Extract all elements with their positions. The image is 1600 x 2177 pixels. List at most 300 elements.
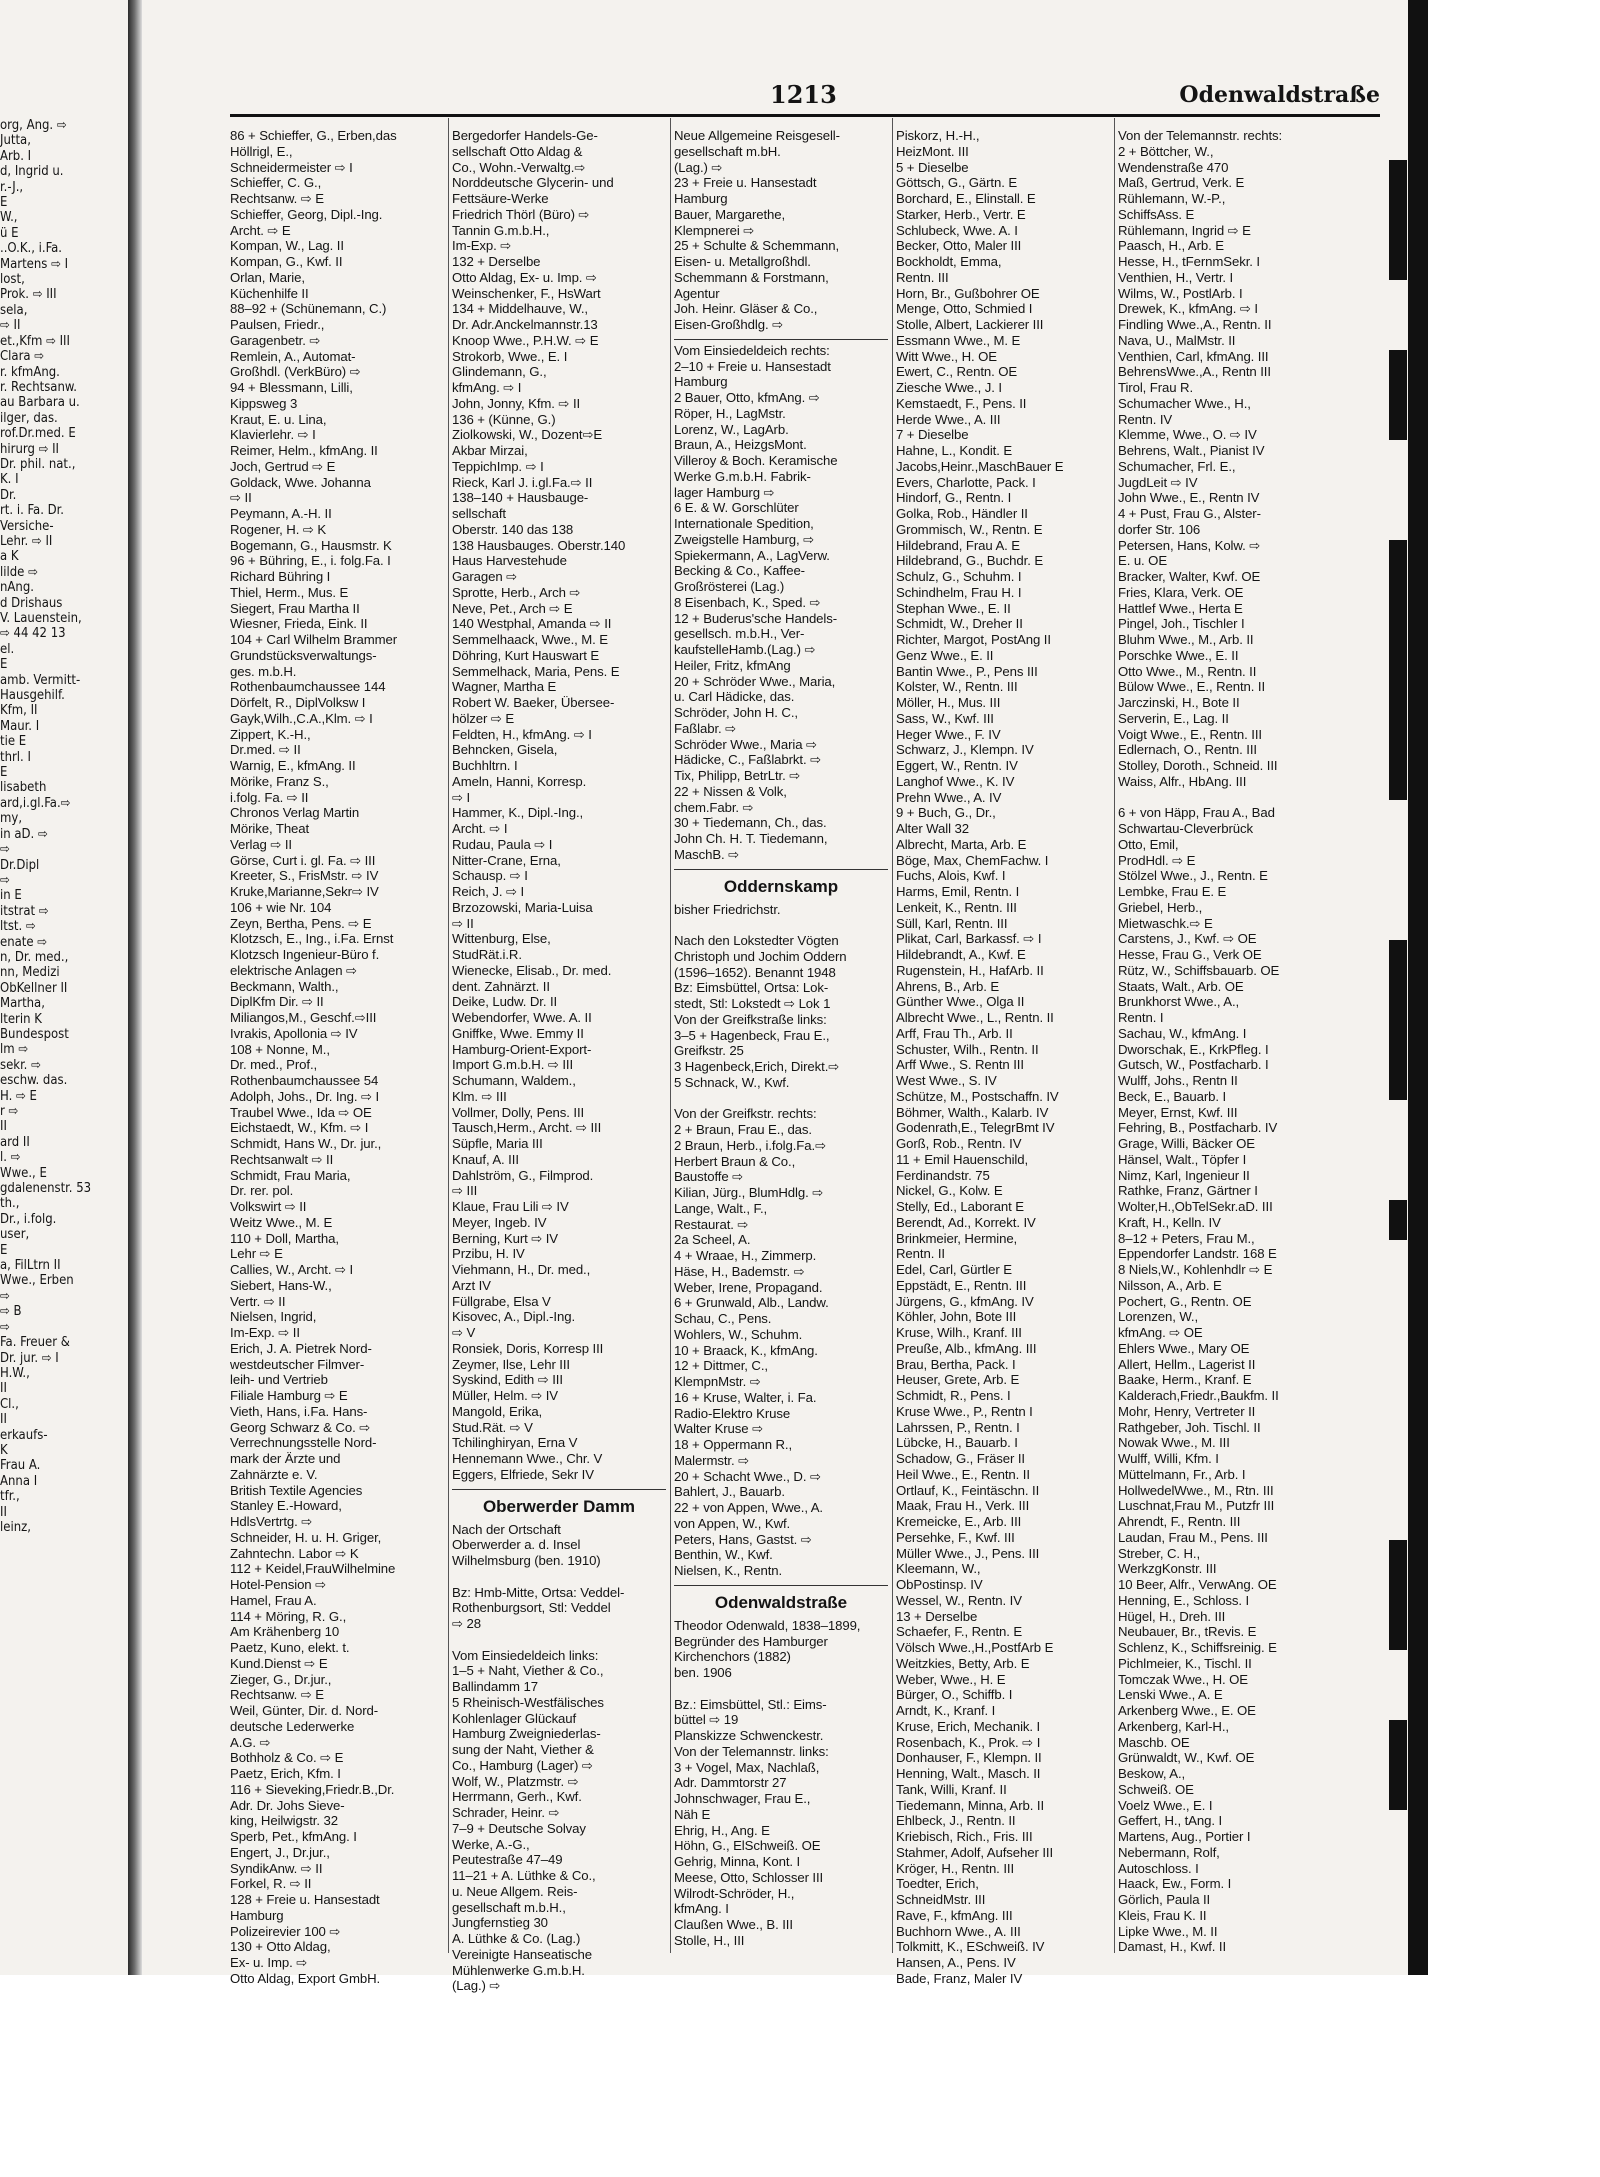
directory-entry-line: Zippert, K.-H.,: [230, 726, 311, 742]
directory-entry-line: 3 + Vogel, Max, Nachlaß,: [674, 1759, 820, 1775]
directory-entry-line: Staats, Walt., Arb. OE: [1118, 978, 1244, 994]
directory-entry-line: Röper, H., LagMstr.: [674, 405, 786, 421]
directory-entry-line: Robert W. Baeker, Übersee-: [452, 695, 615, 710]
directory-entry-line: [452, 1569, 666, 1585]
directory-entry-line: (Lag.) ⇨: [452, 1978, 501, 1994]
directory-entry-line: kfmAng. ⇨ OE: [1118, 1325, 1203, 1340]
directory-entry-line: Hattlef Wwe., Herta E: [1118, 600, 1243, 616]
directory-entry-line: Vom Einsiedeldeich rechts:: [674, 342, 830, 358]
directory-entry-line: Mohr, Henry, Vertreter II: [1118, 1403, 1256, 1419]
directory-entry-line: Knoop Wwe., P.H.W. ⇨ E: [452, 332, 599, 348]
facing-page-line: l. ⇨: [0, 1150, 21, 1166]
directory-entry-line: i.folg. Fa. ⇨ II: [230, 789, 309, 805]
directory-entry-line: Horn, Br., Gußbohrer OE: [896, 285, 1040, 301]
directory-entry-line: Jürgens, G., kfmAng. IV: [896, 1293, 1034, 1309]
facing-page-line: sela,: [0, 302, 28, 318]
directory-entry-line: gesellschaft m.b.H.,: [452, 1899, 566, 1915]
directory-entry-line: Mangold, Erika,: [452, 1403, 543, 1419]
directory-entry-line: Kreeter, S., FrisMstr. ⇨ IV: [230, 868, 379, 884]
directory-entry-line: leih- und Vertrieb: [230, 1372, 328, 1388]
directory-entry-line: Dr. med., Prof.,: [230, 1057, 318, 1073]
facing-page-line: nn, Medizi: [0, 965, 60, 981]
directory-entry-line: Evers, Charlotte, Pack. I: [896, 474, 1036, 490]
directory-entry-line: Süll, Karl, Rentn. III: [896, 915, 1008, 931]
facing-page-line: ⇨: [0, 872, 10, 888]
directory-entry-line: 132 + Derselbe: [452, 254, 541, 269]
directory-entry-line: Donhauser, F., Klempn. II: [896, 1750, 1042, 1766]
directory-entry-line: 11 + Emil Hauenschild,: [896, 1151, 1029, 1167]
directory-entry-line: Schwarz, J., Klempn. IV: [896, 742, 1034, 758]
facing-page-line: E: [0, 765, 8, 781]
directory-entry-line: Rave, F., kfmAng. III: [896, 1907, 1013, 1923]
directory-entry-line: Laudan, Frau M., Pens. III: [1118, 1529, 1268, 1545]
directory-entry-line: Hammer, K., Dipl.-Ing.,: [452, 805, 584, 821]
facing-page-line: Dr. jur. ⇨ I: [0, 1350, 59, 1366]
directory-entry-line: Orlan, Marie,: [230, 269, 305, 285]
directory-entry-line: Braun, A., HeizgsMont.: [674, 437, 807, 453]
directory-entry-line: Otto Aldag, Ex- u. Imp. ⇨: [452, 269, 597, 285]
directory-column-1: [230, 128, 444, 1987]
directory-entry-line: Maschb. OE: [1118, 1734, 1190, 1750]
directory-entry-line: 6 + Grunwald, Alb., Landw.: [674, 1295, 829, 1311]
directory-entry-line: Wittenburg, Else,: [452, 931, 551, 947]
directory-entry-line: Fries, Klara, Verk. OE: [1118, 584, 1244, 600]
directory-entry-line: Bauer, Margarethe,: [674, 206, 786, 222]
facing-page-line: Clara ⇨: [0, 349, 45, 365]
directory-entry-line: Mühlenwerke G.m.b.H.: [452, 1962, 585, 1978]
facing-page-line: my,: [0, 811, 23, 827]
directory-entry-line: Bz.: Eimsbüttel, Stl.: Eims-: [674, 1696, 827, 1712]
directory-entry-line: Edlernach, O., Rentn. III: [1118, 742, 1257, 758]
facing-page-line: Dr. phil. nat.,: [0, 456, 76, 472]
directory-entry-line: KlempnMstr. ⇨: [674, 1374, 761, 1389]
directory-entry-line: Dr. Adr.Anckelmannstr.13: [452, 317, 598, 332]
directory-entry-line: Kirchenchors (1882): [674, 1649, 791, 1665]
directory-entry-line: Co., Wohn.-Verwaltg.⇨: [452, 159, 586, 175]
directory-entry-line: Vom Einsiedeldeich links:: [452, 1647, 599, 1663]
directory-entry-line: Arndt, K., Kranf. I: [896, 1703, 996, 1718]
directory-entry-line: u. Neue Allgem. Reis-: [452, 1883, 578, 1899]
facing-page-line: ⇨ II: [0, 318, 21, 334]
directory-entry-line: Essmann Wwe., M. E: [896, 332, 1021, 348]
facing-page-line: r.-J.,: [0, 179, 24, 195]
directory-entry-line: Kalderach,Friedr.,Baukfm. II: [1118, 1388, 1279, 1403]
directory-entry-line: Heil Wwe., E., Rentn. II: [896, 1466, 1030, 1482]
directory-entry-line: Schindhelm, Frau H. I: [896, 584, 1022, 600]
directory-entry-line: Herde Wwe., A. III: [896, 411, 1001, 427]
directory-entry-line: Przibu, H. IV: [452, 1246, 525, 1262]
directory-entry-line: Schmidt, Frau Maria,: [230, 1167, 351, 1183]
directory-entry-line: 18 + Oppermann R.,: [674, 1437, 793, 1452]
directory-entry-line: Bürger, O., Schiffb. I: [896, 1687, 1013, 1703]
directory-entry-line: WerkzgKonstr. III: [1118, 1561, 1217, 1577]
directory-entry-line: Strokorb, Wwe., E. I: [452, 348, 568, 364]
column-divider: [1114, 118, 1115, 1953]
directory-entry-line: Rechtsanw. ⇨ E: [230, 1687, 324, 1703]
section-divider: [674, 339, 888, 340]
directory-entry-line: Arff, Frau Th., Arb. II: [896, 1025, 1013, 1041]
directory-entry-line: Nimz, Karl, Ingenieur II: [1118, 1167, 1250, 1183]
directory-entry-line: Rothenbaumchaussee 144: [230, 679, 386, 695]
directory-entry-line: Adolph, Johs., Dr. Ing. ⇨ I: [230, 1088, 380, 1104]
directory-entry-line: Henning, E., Schloss. I: [1118, 1592, 1250, 1608]
directory-entry-line: Weil, Günter, Dir. d. Nord-: [230, 1703, 379, 1718]
directory-entry-line: 116 + Sieveking,Friedr.B.,Dr.: [230, 1781, 395, 1797]
directory-entry-line: 96 + Bühring, E., i. folg.Fa. I: [230, 553, 391, 569]
directory-entry-line: Tomczak Wwe., H. OE: [1118, 1671, 1248, 1687]
directory-entry-line: Forkel, R. ⇨ II: [230, 1876, 312, 1892]
directory-entry-line: Albrecht, Marta, Arb. E: [896, 836, 1027, 852]
directory-entry-line: Siebert, Hans-W.,: [230, 1277, 332, 1293]
book-gutter: [128, 0, 142, 1975]
directory-entry-line: Ex- u. Imp. ⇨: [230, 1955, 308, 1970]
directory-entry-line: Böge, Max, ChemFachw. I: [896, 852, 1049, 868]
column-divider: [448, 118, 449, 1953]
directory-entry-line: 110 + Doll, Martha,: [230, 1230, 339, 1246]
directory-entry-line: Syskind, Edith ⇨ III: [452, 1372, 563, 1388]
facing-page-line: d, Ingrid u.: [0, 164, 64, 180]
directory-entry-line: Völsch Wwe.,H.,PostfArb E: [896, 1640, 1054, 1655]
directory-entry-line: Näh E: [674, 1806, 711, 1822]
facing-page-line: E: [0, 657, 8, 673]
facing-page-line: Martens ⇨ I: [0, 256, 69, 272]
directory-entry-line: Reimer, Helm., kfmAng. II: [230, 443, 378, 458]
street-heading: Oddernskamp: [723, 876, 839, 896]
directory-entry-line: Kohlenlager Glückauf: [452, 1710, 577, 1726]
directory-entry-line: Behrens, Walt., Pianist IV: [1118, 443, 1265, 458]
directory-entry-line: Kleis, Frau K. II: [1118, 1907, 1207, 1923]
directory-entry-line: Carstens, J., Kwf. ⇨ OE: [1118, 931, 1257, 947]
facing-page-line: n, Dr. med.,: [0, 949, 69, 965]
facing-page-line: et.,Kfm ⇨ III: [0, 333, 70, 349]
directory-entry-line: Planskizze Schwenckestr.: [674, 1728, 824, 1743]
facing-page-line: in aD. ⇨: [0, 826, 48, 842]
directory-entry-line: Lembke, Frau E. E: [1118, 884, 1227, 899]
facing-page-line: Wwe., Erben: [0, 1273, 74, 1289]
directory-entry-line: Hotel-Pension ⇨: [230, 1577, 327, 1592]
facing-page-line: ü E: [0, 225, 19, 241]
directory-entry-line: Golka, Rob., Händler II: [896, 506, 1028, 521]
directory-entry-line: Zeymer, Ilse, Lehr III: [452, 1356, 570, 1372]
directory-entry-line: Hildebrandt, A., Kwf. E: [896, 947, 1026, 962]
directory-entry-line: Bade, Franz, Maler IV: [896, 1970, 1023, 1986]
directory-entry-line: 112 + Keidel,FrauWilhelmine: [230, 1561, 396, 1577]
directory-entry-line: Klotzsch Ingenieur-Büro f.: [230, 947, 380, 962]
directory-entry-line: Filiale Hamburg ⇨ E: [230, 1388, 348, 1403]
directory-entry-line: Wohlers, W., Schuhm.: [674, 1326, 803, 1342]
directory-entry-line: Lange, Walt., F.,: [674, 1200, 768, 1216]
facing-page-line: rof.Dr.med. E: [0, 426, 76, 442]
directory-entry-line: Voelz Wwe., E. I: [1118, 1797, 1213, 1813]
directory-entry-line: sellschaft Otto Aldag &: [452, 143, 583, 159]
directory-entry-line: Remlein, A., Automat-: [230, 348, 356, 364]
directory-entry-line: Dworschak, E., KrkPfleg. I: [1118, 1041, 1269, 1057]
directory-entry-line: Import G.m.b.H. ⇨ III: [452, 1057, 574, 1073]
directory-entry-line: Eggert, W., Rentn. IV: [896, 758, 1018, 773]
facing-page-line: lm ⇨: [0, 1042, 29, 1058]
directory-entry-line: Vieth, Hans, i.Fa. Hans-: [230, 1403, 368, 1419]
directory-entry-line: Mörike, Franz S.,: [230, 773, 329, 789]
directory-entry-line: Ehrig, H., Ang. E: [674, 1822, 770, 1838]
directory-entry-line: HeizMont. III: [896, 143, 969, 159]
directory-entry-line: Vollmer, Dolly, Pens. III: [452, 1104, 585, 1120]
directory-entry-line: Von der Telemannstr. links:: [674, 1743, 829, 1759]
directory-entry-line: Bogemann, G., Hausmstr. K: [230, 537, 392, 553]
directory-entry-line: Grommisch, W., Rentn. E: [896, 521, 1043, 537]
directory-entry-line: Schröder, John H. C.,: [674, 705, 798, 720]
directory-entry-line: Becking & Co., Kaffee-: [674, 563, 805, 579]
directory-entry-line: Weitz Wwe., M. E: [230, 1214, 333, 1230]
directory-entry-line: dent. Zahnärzt. II: [452, 978, 550, 994]
directory-entry-line: Görse, Curt i. gl. Fa. ⇨ III: [230, 852, 376, 868]
directory-entry-line: chem.Fabr. ⇨: [674, 799, 754, 815]
directory-entry-line: 2 Braun, Herb., i.folg.Fa.⇨: [674, 1137, 827, 1153]
directory-entry-line: Spiekermann, A., LagVerw.: [674, 547, 830, 563]
directory-entry-line: 20 + Schröder Wwe., Maria,: [674, 673, 836, 689]
directory-entry-line: Rothenburgsort, Stl: Veddel: [452, 1600, 611, 1616]
directory-entry-line: Hamburg-Orient-Export-: [452, 1041, 592, 1057]
directory-entry-line: 108 + Nonne, M.,: [230, 1041, 330, 1057]
directory-column-5: [1118, 128, 1332, 1955]
directory-entry-line: Nava, U., MalMstr. II: [1118, 332, 1236, 348]
directory-entry-line: MaschB. ⇨: [674, 846, 740, 862]
facing-page-line: lost,: [0, 272, 25, 288]
facing-page-line: Bundespost: [0, 1026, 69, 1042]
directory-entry-line: Schrader, Heinr. ⇨: [452, 1805, 560, 1820]
directory-entry-line: Von der Greifkstr. rechts:: [674, 1106, 817, 1122]
directory-entry-line: Hamburg: [674, 374, 728, 390]
directory-entry-line: A.G. ⇨: [230, 1734, 271, 1750]
directory-entry-line: Wilrodt-Schröder, H.,: [674, 1885, 795, 1901]
directory-entry-line: Rieck, Karl J. i.gl.Fa.⇨ II: [452, 474, 593, 490]
directory-entry-line: Dörfelt, R., DiplVolksw I: [230, 695, 366, 710]
facing-page-line: Cl.,: [0, 1396, 19, 1412]
directory-entry-line: Möller, H., Mus. III: [896, 695, 1001, 710]
directory-entry-line: Maak, Frau H., Verk. III: [896, 1498, 1030, 1514]
directory-entry-line: Adr. Dammtorstr 27: [674, 1775, 787, 1791]
directory-entry-line: 136 + (Künne, G.): [452, 411, 556, 427]
facing-page-line: K: [0, 1442, 8, 1458]
directory-column-2: [452, 128, 666, 1994]
facing-page-line: in E: [0, 888, 22, 904]
directory-column-3: [674, 128, 888, 1949]
directory-entry-line: Feldten, H., kfmAng. ⇨ I: [452, 726, 592, 742]
directory-entry-line: Stölzel Wwe., J., Rentn. E: [1118, 868, 1268, 884]
directory-entry-line: British Textile Agencies: [230, 1482, 363, 1498]
directory-entry-line: Ferdinandstr. 75: [896, 1167, 990, 1183]
directory-entry-line: Ortlauf, K., Feintäschn. II: [896, 1482, 1040, 1498]
directory-entry-line: Gniffke, Wwe. Emmy II: [452, 1025, 584, 1041]
directory-entry-line: Ronsiek, Doris, Korresp III: [452, 1340, 604, 1356]
directory-entry-line: mark der Ärzte und: [230, 1451, 341, 1466]
facing-page-line: II: [0, 1381, 7, 1397]
facing-page-line: th.,: [0, 1196, 20, 1212]
directory-entry-line: 8 Niels,W., Kohlenhdlr ⇨ E: [1118, 1262, 1273, 1277]
facing-page-line: sekr. ⇨: [0, 1057, 41, 1073]
directory-entry-line: gesellsch. m.b.H., Ver-: [674, 626, 805, 642]
directory-entry-line: Baake, Herm., Kranf. E: [1118, 1372, 1252, 1388]
directory-entry-line: Fuchs, Alois, Kwf. I: [896, 868, 1006, 884]
directory-entry-line: 104 + Carl Wilhelm Brammer: [230, 632, 398, 647]
directory-entry-line: Goldack, Wwe. Johanna: [230, 474, 371, 490]
directory-entry-line: John, Jonny, Kfm. ⇨ II: [452, 395, 581, 411]
directory-entry-line: Lorenzen, W.,: [1118, 1309, 1199, 1325]
directory-entry-line: ⇨ 28: [452, 1616, 481, 1631]
directory-entry-line: Schmidt, R., Pens. I: [896, 1388, 1011, 1403]
directory-entry-line: Rathke, Franz, Gärtner I: [1118, 1183, 1258, 1199]
directory-entry-line: Begründer des Hamburger: [674, 1633, 828, 1649]
directory-entry-line: 7–9 + Deutsche Solvay: [452, 1820, 586, 1836]
directory-entry-line: Rothenbaumchaussee 54: [230, 1073, 379, 1088]
directory-entry-line: Lenkeit, K., Rentn. III: [896, 899, 1017, 915]
directory-entry-line: Meyer, Ingeb. IV: [452, 1214, 547, 1230]
directory-entry-line: Arkenberg, Karl-H.,: [1118, 1718, 1229, 1734]
directory-entry-line: Co., Hamburg (Lager) ⇨: [452, 1757, 593, 1773]
directory-entry-line: 3–5 + Hagenbeck, Frau E.,: [674, 1027, 830, 1043]
header-rule: [230, 114, 1380, 117]
directory-entry-line: Villeroy & Boch. Keramische: [674, 453, 838, 468]
directory-entry-line: Nach der Ortschaft: [452, 1521, 561, 1537]
directory-entry-line: Schieffer, Georg, Dipl.-Ing.: [230, 206, 383, 222]
directory-entry-line: 4 + Pust, Frau G., Alster-: [1118, 506, 1261, 521]
directory-entry-line: Schweiß. OE: [1118, 1781, 1194, 1797]
directory-entry-line: Stanley E.-Howard,: [230, 1498, 342, 1514]
directory-entry-line: Faßlabr. ⇨: [674, 720, 737, 736]
directory-entry-line: u. Carl Hädicke, das.: [674, 689, 795, 705]
facing-page-line: ObKellner II: [0, 980, 68, 996]
directory-entry-line: Ziesche Wwe., J. I: [896, 380, 1002, 395]
directory-entry-line: Lorenz, W., LagArb.: [674, 421, 789, 437]
directory-entry-line: Zweigstelle Hamburg, ⇨: [674, 531, 815, 547]
directory-entry-line: Engert, J., Dr.jur.,: [230, 1844, 330, 1860]
directory-entry-line: Semmelhaack, Wwe., M. E: [452, 632, 608, 647]
directory-entry-line: Streber, C. H.,: [1118, 1545, 1201, 1561]
directory-entry-line: Wagner, Martha E: [452, 679, 557, 695]
directory-entry-line: Nitter-Crane, Erna,: [452, 852, 561, 868]
facing-page-line: amb. Vermitt-: [0, 672, 81, 688]
directory-entry-line: Adr. Dr. Johs Sieve-: [230, 1797, 345, 1813]
directory-entry-line: Schneidermeister ⇨ I: [230, 159, 353, 175]
facing-page-line: lisabeth: [0, 780, 47, 796]
facing-page-line: H.W.,: [0, 1365, 30, 1381]
directory-entry-line: ben. 1906: [674, 1665, 732, 1680]
directory-entry-line: Otto Wwe., M., Rentn. II: [1118, 663, 1257, 679]
directory-entry-line: Mietwaschk.⇨ E: [1118, 915, 1213, 931]
directory-entry-line: Zahntechn. Labor ⇨ K: [230, 1545, 359, 1561]
directory-entry-line: Heiler, Fritz, kfmAng: [674, 657, 791, 673]
directory-entry-line: Wilms, W., PostlArb. I: [1118, 285, 1243, 301]
directory-entry-line: Pichlmeier, K., Tischl. II: [1118, 1655, 1252, 1671]
directory-entry-line: Grünwaldt, W., Kwf. OE: [1118, 1750, 1255, 1766]
directory-entry-line: Kraut, E. u. Lina,: [230, 411, 327, 427]
directory-entry-line: Nebermann, Rolf,: [1118, 1844, 1220, 1860]
directory-entry-line: Rechtsanw. ⇨ E: [230, 191, 324, 206]
directory-entry-line: Eppendorfer Landstr. 168 E: [1118, 1246, 1277, 1262]
directory-entry-line: Gutsch, W., Postfacharb. I: [1118, 1057, 1269, 1073]
directory-entry-line: Henning, Walt., Masch. II: [896, 1766, 1041, 1781]
directory-entry-line: 138–140 + Hausbauge-: [452, 490, 589, 506]
directory-entry-line: Berning, Kurt ⇨ IV: [452, 1230, 559, 1246]
directory-entry-line: Archt. ⇨ E: [230, 222, 291, 238]
directory-entry-line: Ehlbeck, J., Rentn. II: [896, 1813, 1016, 1829]
directory-entry-line: ObPostinsp. IV: [896, 1577, 983, 1592]
directory-entry-line: Schausp. ⇨ I: [452, 868, 528, 884]
directory-entry-line: Schau, C., Pens.: [674, 1311, 772, 1326]
directory-entry-line: von Appen, W., Kwf.: [674, 1515, 791, 1531]
directory-entry-line: Peutestraße 47–49: [452, 1852, 563, 1868]
directory-entry-line: 25 + Schulte & Schemmann,: [674, 238, 840, 254]
directory-entry-line: Bahlert, J., Bauarb.: [674, 1484, 785, 1500]
directory-entry-line: ges. m.b.H.: [230, 663, 297, 679]
facing-page-line: Jutta,: [0, 133, 31, 149]
directory-entry-line: Stephan Wwe., E. II: [896, 600, 1011, 616]
directory-entry-line: Tirol, Frau R.: [1118, 380, 1194, 395]
directory-entry-line: Albrecht Wwe., L., Rentn. II: [896, 1010, 1054, 1025]
directory-entry-line: 128 + Freie u. Hansestadt: [230, 1892, 380, 1907]
directory-entry-line: [1118, 790, 1332, 806]
facing-page-line: a K: [0, 549, 19, 565]
directory-entry-line: Zieger, G., Dr.jur.,: [230, 1671, 332, 1687]
directory-entry-line: Lahrssen, P., Rentn. I: [896, 1419, 1020, 1435]
facing-page-line: Kfm, II: [0, 703, 38, 719]
street-heading: Odenwaldstraße: [714, 1592, 848, 1612]
column-divider: [892, 118, 893, 1953]
directory-entry-line: Ivrakis, Apollonia ⇨ IV: [230, 1025, 358, 1041]
directory-entry-line: Rühlemann, Ingrid ⇨ E: [1118, 222, 1251, 238]
directory-entry-line: Toedter, Erich,: [896, 1876, 979, 1892]
directory-entry-line: Claußen Wwe., B. III: [674, 1917, 793, 1932]
directory-entry-line: Otto, Emil,: [1118, 836, 1179, 852]
directory-entry-line: Lehr ⇨ E: [230, 1246, 283, 1262]
facing-page-line: Arb. I: [0, 148, 32, 164]
facing-page-line: Dr.Dipl: [0, 857, 40, 873]
directory-entry-line: Wulff, Willi, Kfm. I: [1118, 1451, 1219, 1466]
directory-entry-line: Griebel, Herb.,: [1118, 899, 1203, 915]
facing-page-line: ..O.K., i.Fa.: [0, 241, 63, 257]
directory-entry-line: 88–92 + (Schünemann, C.): [230, 301, 387, 317]
directory-entry-line: Rechtsanwalt ⇨ II: [230, 1151, 334, 1167]
directory-entry-line: 8 Eisenbach, K., Sped. ⇨: [674, 594, 821, 610]
directory-entry-line: Von der Telemannstr. rechts:: [1118, 128, 1283, 143]
directory-entry-line: Eichstaedt, W., Kfm. ⇨ I: [230, 1120, 369, 1136]
directory-entry-line: Kruse, Wilh., Kranf. III: [896, 1325, 1022, 1340]
facing-page-line: d Drishaus: [0, 595, 63, 611]
directory-entry-line: Jacobs,Heinr.,MaschBauer E: [896, 458, 1064, 474]
directory-entry-line: Allert, Hellm., Lagerist II: [1118, 1356, 1256, 1372]
directory-entry-line: Internationale Spedition,: [674, 516, 814, 531]
facing-page-line: E: [0, 1242, 8, 1258]
directory-entry-line: Kröger, H., Rentn. III: [896, 1860, 1015, 1876]
directory-entry-line: Bantin Wwe., P., Pens III: [896, 663, 1038, 679]
directory-entry-line: 13 + Derselbe: [896, 1608, 978, 1624]
facing-page-line: user,: [0, 1227, 30, 1243]
directory-entry-line: 1–5 + Naht, Viether & Co.,: [452, 1663, 604, 1679]
directory-entry-line: Maß, Gertrud, Verk. E: [1118, 175, 1245, 191]
directory-entry-line: Rugenstein, H., HafArb. II: [896, 962, 1044, 978]
facing-page-line: leinz,: [0, 1519, 31, 1535]
directory-entry-line: Böhmer, Walth., Kalarb. IV: [896, 1104, 1049, 1120]
directory-entry-line: Rentn. IV: [1118, 411, 1173, 427]
directory-entry-line: Prehn Wwe., A. IV: [896, 789, 1002, 805]
directory-entry-line: Hänsel, Walt., Töpfer I: [1118, 1151, 1247, 1167]
directory-entry-line: Witt Wwe., H. OE: [896, 348, 997, 364]
directory-entry-line: Sprotte, Herb., Arch ⇨: [452, 584, 581, 600]
directory-entry-line: king, Heilwigstr. 32: [230, 1813, 338, 1829]
directory-entry-line: Norddeutsche Glycerin- und: [452, 175, 614, 191]
directory-entry-line: elektrische Anlagen ⇨: [230, 962, 357, 978]
directory-entry-line: 6 + von Häpp, Frau A., Bad: [1118, 805, 1275, 821]
directory-entry-line: Dr. rer. pol.: [230, 1183, 294, 1199]
